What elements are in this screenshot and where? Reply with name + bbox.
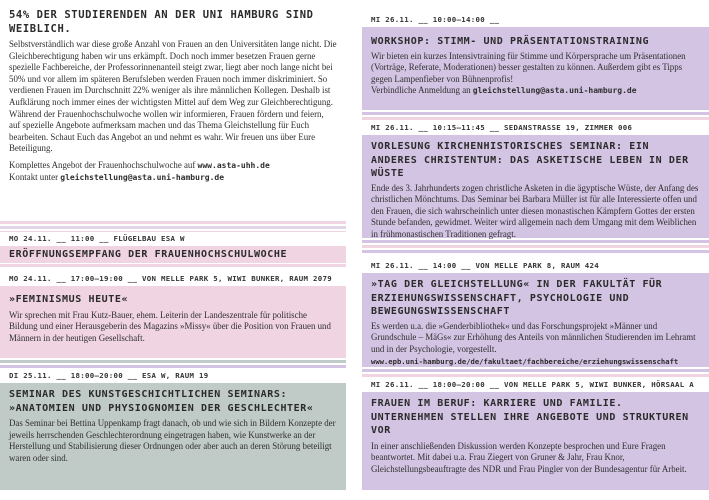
event-description: Wir bieten ein kurzes Intensivtraining für Stimme und Körpersprache um Präsentationen (Vorträge, Referate, Moderationen) besser gestalten zu können. Außerdem gibt es Tipps gegen Lampenfieber von Bühnenprofis! [371, 50, 686, 84]
event-title: »FEMINISMUS HEUTE« [9, 294, 129, 305]
event-description: In einer anschließenden Diskussion werden Konzepte besprochen und Eure Fragen beantwortet. Mit dabei u.a. Frau Ziegert von Gruner & Jahr, Frau Knor, Gleichstellungsbeauftragte des NDR und Frau Pingler von der Bundesagentur für Arbeit. [371, 440, 687, 474]
intro-headline: 54% DER STUDIERENDEN AN DER UNI HAMBURG SIND WEIBLICH. [9, 9, 314, 35]
intro-section [0, 9, 346, 183]
event-description: Das Seminar bei Bettina Uppenkamp fragt danach, ob und wie sich in Bildern Konzepte der jeweils herrschenden Geschlechterordnung eingetragen haben, wie Kunstwerke an der Herstellung und Stabilisierung dieser Ordnungen oder aber auch an deren Störung beteiligt waren oder sind. [9, 418, 336, 463]
event-meta: MI 26.11. __ 14:00 __ VON MELLE PARK 8, RAUM 424 [362, 259, 709, 273]
event-registration [371, 85, 700, 97]
event-card-tag-der-gleichstellung [362, 259, 709, 367]
contact-email-link[interactable]: gleichstellung@asta.uni-hamburg.de [60, 172, 225, 182]
divider-stripe [0, 264, 346, 269]
left-column [0, 0, 346, 500]
event-card-kunstgeschichte [0, 369, 346, 490]
event-title: VORLESUNG KIRCHENHISTORISCHES SEMINAR: EIN ANDERES CHRISTENTUM: DAS ASKETISCHE LEBEN IN DER WÜSTE [371, 141, 689, 179]
divider-stripe [362, 240, 709, 255]
event-title: SEMINAR DES KUNSTGESCHICHTLICHEN SEMINARS: »ANATOMIEN UND PHYSIOGNOMIEN DER GESCHLECHTER« [9, 389, 314, 414]
right-column [362, 0, 709, 500]
event-card-vorlesung [362, 121, 709, 238]
website-link[interactable]: www.asta-uhh.de [197, 160, 270, 170]
registration-email-link[interactable]: gleichstellung@asta.uni-hamburg.de [472, 86, 637, 96]
event-meta: MI 26.11. __ 10:15–11:45 __ SEDANSTRASSE 19, ZIMMER 006 [362, 121, 709, 135]
event-card-opening [0, 236, 346, 263]
event-description: Ende des 3. Jahrhunderts zogen christliche Asketen in die ägyptische Wüste, der Anfang des christlichen Mönchtums. Das Seminar bei Barbara Müller ist für alle Interessierte offen und den Frauen, die sich wahrscheinlich unter diesen monastischen Kämpfern Gottes der ersten Stunde befanden, gewidmet. Weiter wird allgemein nach dem Umgang mit dem Weiblichen in frühmonastischen Traditionen gefragt. [371, 182, 699, 239]
intro-paragraph-2: Während der Frauenhochschulwoche wollen wir informieren, Frauen fördern und feiern, auf spezielle Angebote aufmerksam machen und das Thema Gleichstellung für Euch bearbeiten. Schaut Euch das Angebot an und nehmt es wahr. Wir freuen uns über Eure Beteiligung. [9, 108, 324, 154]
registration-lead: Verbindliche Anmeldung an [371, 85, 471, 96]
event-title: FRAUEN IM BERUF: KARRIERE UND FAMILIE. UNTERNEHMEN STELLEN IHRE ANGEBOTE UND STRUKTUREN VOR [371, 398, 689, 436]
intro-website-lead: Komplettes Angebot der Frauenhochschulwoche auf [9, 159, 196, 170]
event-meta: MO 24.11. __ 17:00–19:00 __ VON MELLE PARK 5, WIWI BUNKER, RAUM 2079 [0, 272, 346, 286]
event-card-feminismus [0, 272, 346, 358]
event-meta: MI 26.11. __ 10:00–14:00 __ [362, 13, 709, 27]
event-meta: MI 26.11. __ 18:00–20:00 __ VON MELLE PARK 5, WIWI BUNKER, HÖRSAAL A [362, 378, 709, 392]
event-meta: MO 24.11. __ 11:00 __ FLÜGELBAU ESA W [0, 232, 346, 246]
intro-contact-lead: Kontakt unter [9, 171, 59, 182]
intro-paragraph-3 [9, 160, 337, 172]
faculty-website-link[interactable]: www.epb.uni-hamburg.de/de/fakultaet/fachbereiche/erziehungswissenschaft [371, 357, 679, 367]
intro-paragraph-1: Selbstverständlich war diese große Anzahl von Frauen an den Universitäten lange nicht. Die Gleichberechtigung haben wir uns erkämpft. Doch noch immer besetzen Frauen gerne spezielle Fachbereiche, der Professorinnenanteil steigt zwar, liegt aber noch lange nicht bei 50% und vor allem im späteren Berufsleben werden Frauen noch immer diskriminiert. So verdienen Frauen im Durchschnitt 22% weniger als ihre männlichen Kollegen. Deshalb ist Aufklärung noch immer eines der wichtigsten Mittel auf dem Weg zur Gleichberechtigung. [9, 39, 337, 107]
event-card-workshop [362, 13, 709, 110]
event-description: Wir sprechen mit Frau Kutz-Bauer, ehem. Leiterin der Landeszentrale für politische Bildung und einer Herausgeberin des Magazins »Missy« über die Position von Frauen und Männern in der heutigen Gesellschaft. [9, 309, 331, 343]
event-description: Es werden u.a. die »Genderbibliothek« und das Forschungsprojekt »Männer und Grundschule – MäGs« zur Erhöhung des Anteils von männlichen Studierenden im Lehramt und in der Psychologie, vorgestellt. [371, 320, 696, 354]
event-title: WORKSHOP: STIMM- UND PRÄSENTATIONSTRAINING [371, 36, 650, 47]
intro-paragraph-4 [9, 172, 337, 184]
event-card-frauen-im-beruf [362, 378, 709, 490]
event-title: ERÖFFNUNGSEMPFANG DER FRAUENHOCHSCHULWOCHE [9, 249, 288, 260]
event-title: »TAG DER GLEICHSTELLUNG« IN DER FAKULTÄT FÜR ERZIEHUNGSWISSENSCHAFT, PSYCHOLOGIE UND BEWEGUNGSWISSENSCHAFT [371, 279, 663, 317]
event-meta: DI 25.11. __ 18:00–20:00 __ ESA W, RAUM 19 [0, 369, 346, 383]
